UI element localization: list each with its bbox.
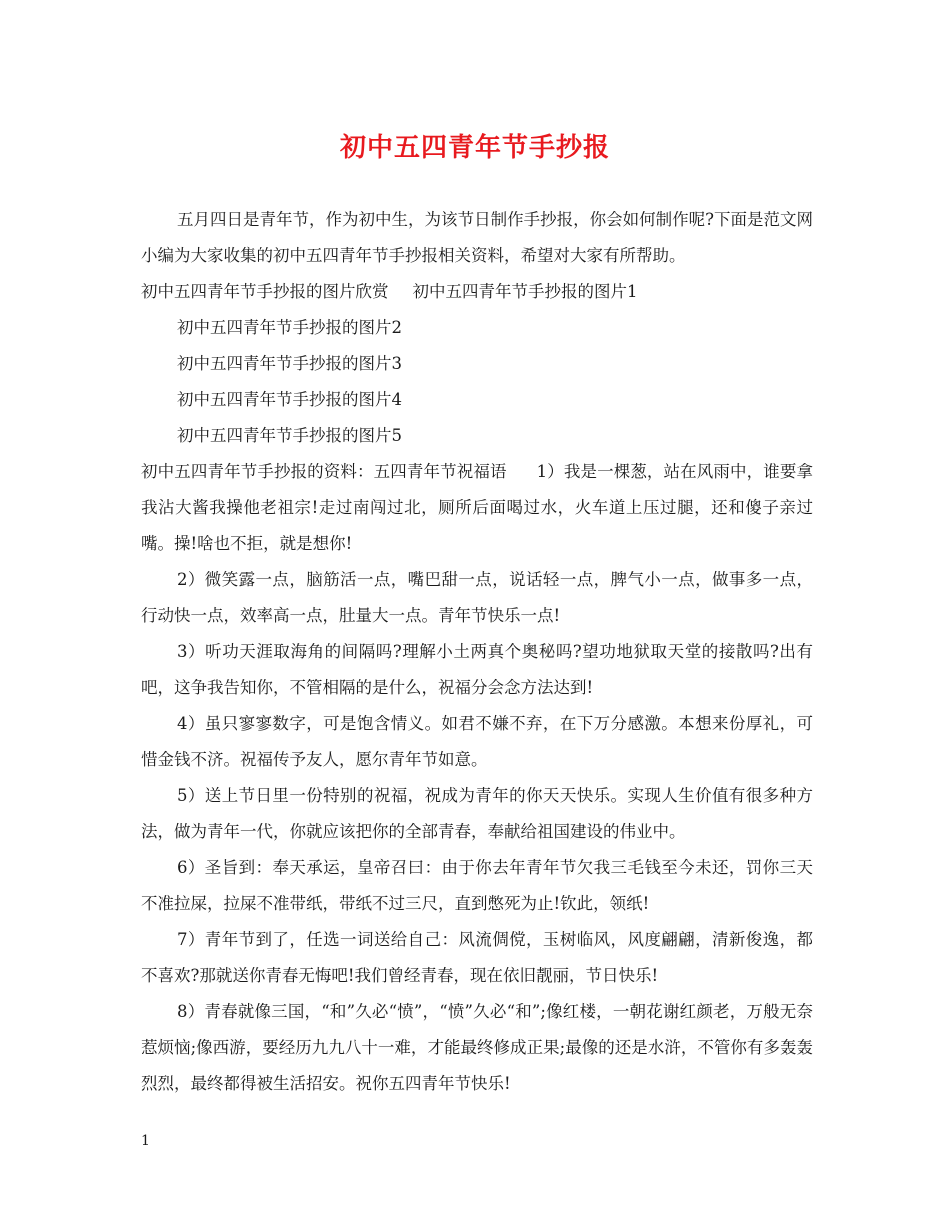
page-number: 1: [141, 1133, 150, 1149]
blessing-item: 4）虽只寥寥数字，可是饱含情义。如君不嫌不弃，在下万分感激。本想来份厚礼，可惜金钱不济。祝福传予友人，愿尔青年节如意。: [141, 714, 813, 769]
picture-caption: 初中五四青年节手抄报的图片4: [177, 390, 402, 409]
picture-caption: 初中五四青年节手抄报的图片3: [177, 354, 402, 373]
material-heading: 初中五四青年节手抄报的资料：五四青年节祝福语: [141, 462, 507, 481]
material-paragraph: [141, 454, 813, 562]
gallery-heading: 初中五四青年节手抄报的图片欣赏: [141, 282, 389, 301]
blessing-item: 2）微笑露一点，脑筋活一点，嘴巴甜一点，说话轻一点，脾气小一点，做事多一点，行动快一点，效率高一点，肚量大一点。青年节快乐一点!: [141, 570, 813, 625]
document-title: 初中五四青年节手抄报: [339, 133, 610, 163]
blessing-item: 6）圣旨到：奉天承运，皇帝召曰：由于你去年青年节欠我三毛钱至今未还，罚你三天不准拉屎，拉屎不准带纸，带纸不过三尺，直到憋死为止!钦此，领纸!: [141, 858, 813, 913]
picture-caption: 初中五四青年节手抄报的图片2: [177, 318, 402, 337]
gallery-line: [141, 274, 813, 310]
blessing-item: 1）我是一棵葱，站在风雨中，谁要拿我沾大酱我操他老祖宗!走过南闯过北，厕所后面喝过水，火车道上压过腿，还和傻子亲过嘴。操!啥也不拒，就是想你!: [141, 462, 814, 553]
blessing-item: 8）青春就像三国，“和”久必“愤”，“愤”久必“和”;像红楼，一朝花谢红颜老，万般无奈惹烦恼;像西游，要经历九九八十一难，才能最终修成正果;最像的还是水浒，不管你有多轰轰烈烈，最终都得被生活招安。祝你五四青年节快乐!: [141, 1002, 813, 1093]
picture-caption: 初中五四青年节手抄报的图片1: [412, 282, 638, 301]
picture-caption: 初中五四青年节手抄报的图片5: [177, 426, 402, 445]
blessing-item: 5）送上节日里一份特别的祝福，祝成为青年的你天天快乐。实现人生价值有很多种方法，做为青年一代，你就应该把你的全部青春，奉献给祖国建设的伟业中。: [141, 786, 813, 841]
blessing-item: 7）青年节到了，任选一词送给自己：风流倜傥，玉树临风，风度翩翩，清新俊逸，都不喜欢?那就送你青春无悔吧!我们曾经青春，现在依旧靓丽，节日快乐!: [141, 930, 813, 985]
intro-paragraph: 五月四日是青年节，作为初中生，为该节日制作手抄报，你会如何制作呢?下面是范文网小编为大家收集的初中五四青年节手抄报相关资料，希望对大家有所帮助。: [141, 210, 813, 265]
blessing-item: 3）听功天涯取海角的间隔吗?理解小土两真个奥秘吗?望功地狱取天堂的接散吗?出有吧，这争我告知你，不管相隔的是什么，祝福分会念方法达到!: [141, 642, 813, 697]
document-body: [141, 202, 813, 1102]
